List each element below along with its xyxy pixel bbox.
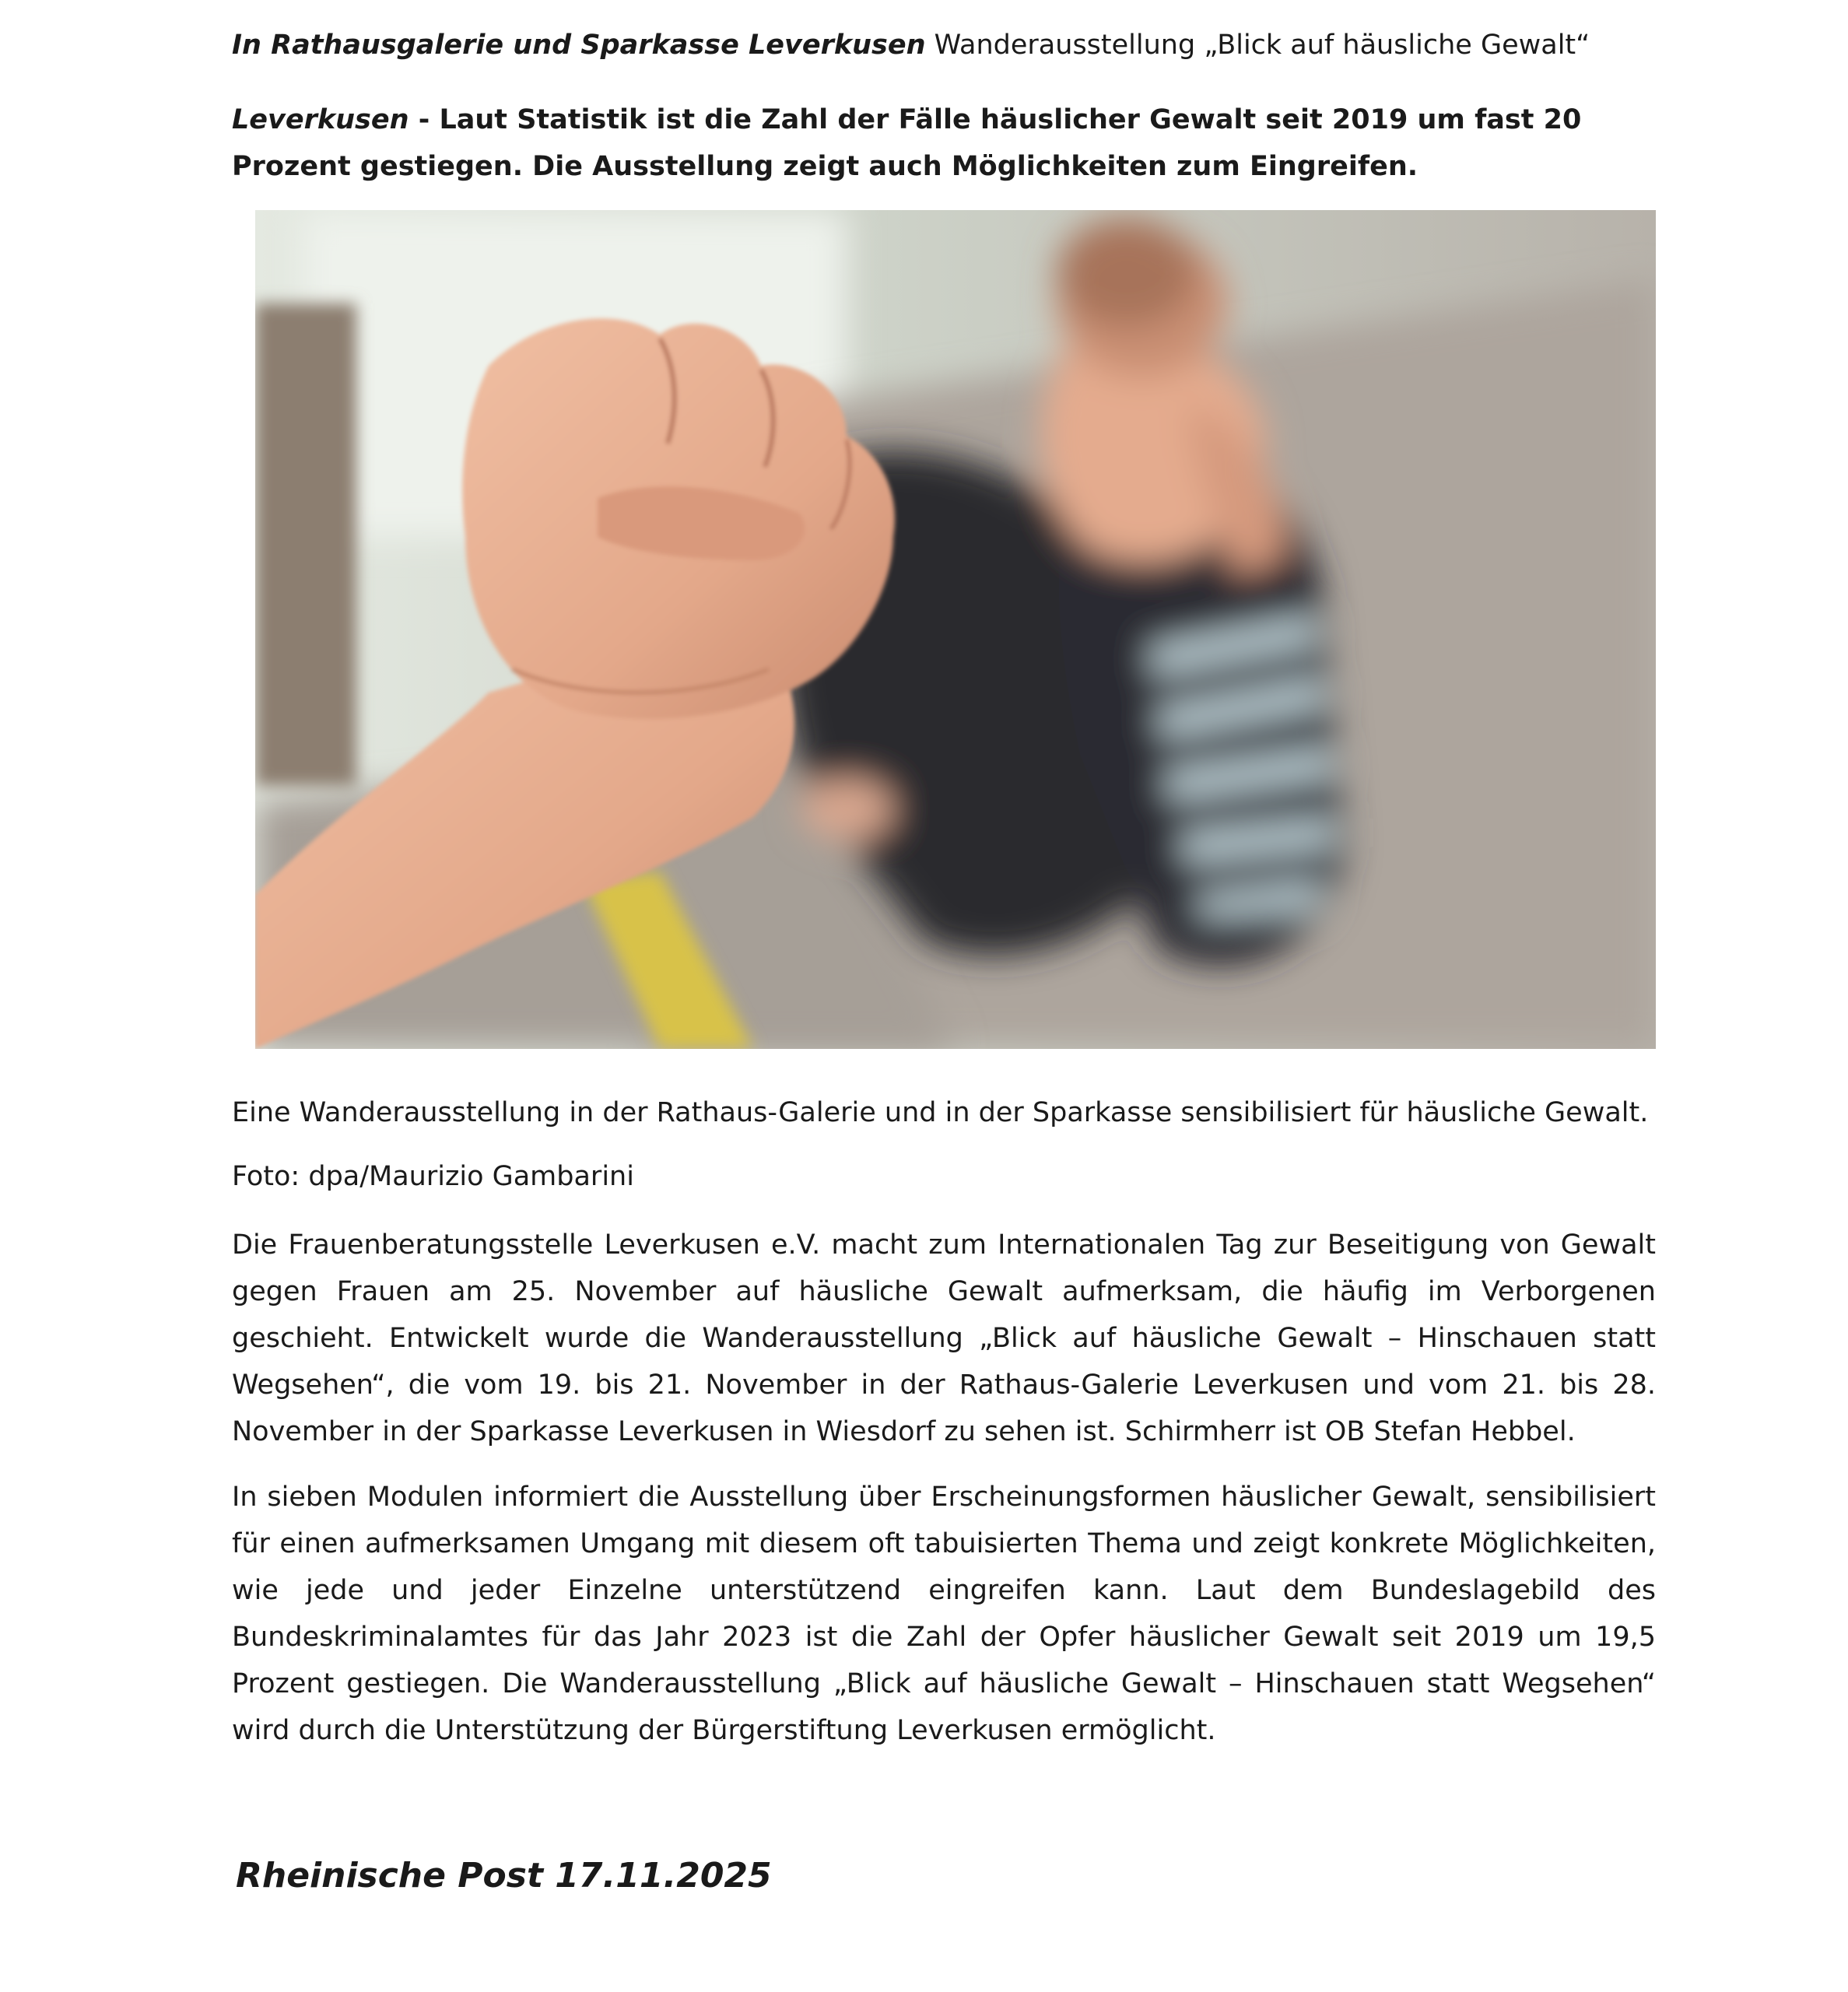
lead-text: Laut Statistik ist die Zahl der Fälle häuslicher Gewalt seit 2019 um fast 20 Prozent gestiegen. Die Ausstellung zeigt auch Möglichkeiten zum Eingreifen. <box>232 104 1582 182</box>
headline-line <box>232 23 1656 67</box>
photo-credit: Foto: dpa/Maurizio Gambarini <box>232 1161 634 1192</box>
headline: Wanderausstellung „Blick auf häusliche Gewalt“ <box>934 30 1590 61</box>
article-photo <box>255 210 1656 1049</box>
photo-caption: Eine Wanderausstellung in der Rathaus-Galerie und in der Sparkasse sensibilisiert für häusliche Gewalt. <box>232 1097 1649 1128</box>
body-paragraph: Die Frauenberatungsstelle Leverkusen e.V. macht zum Internationalen Tag zur Beseitigung von Gewalt gegen Frauen am 25. November auf häusliche Gewalt aufmerksam, die häufig im Verborgenen geschieht. Entwickelt wurde die Wanderausstellung „Blick auf häusliche Gewalt – Hinschauen statt Wegsehen“, die vom 19. bis 21. November in der Rathaus-Galerie Leverkusen und vom 21. bis 28. November in der Sparkasse Leverkusen in Wiesdorf zu sehen ist. Schirmherr ist OB Stefan Hebbel. <box>232 1229 1656 1447</box>
body-paragraph: In sieben Modulen informiert die Ausstellung über Erscheinungsformen häuslicher Gewalt, sensibilisiert für einen aufmerksamen Umgang mit diesem oft tabuisierten Thema und zeigt konkrete Möglichkeiten, wie jede und jeder Einzelne unterstützend eingreifen kann. Laut dem Bundeslagebild des Bundeskriminalamtes für das Jahr 2023 ist die Zahl der Opfer häuslicher Gewalt seit 2019 um 19,5 Prozent gestiegen. Die Wanderausstellung „Blick auf häusliche Gewalt – Hinschauen statt Wegsehen“ wird durch die Unterstützung der Bürgerstiftung Leverkusen ermöglicht. <box>232 1482 1656 1746</box>
lead-paragraph <box>232 96 1656 190</box>
photo-fist-and-crouching-figure-icon <box>255 210 1656 1049</box>
source-line: Rheinische Post 17.11.2025 <box>236 1856 772 1896</box>
lead-separator: - <box>409 104 440 135</box>
photo-door-frame <box>255 303 356 786</box>
lead-place: Leverkusen <box>232 104 409 135</box>
kicker: In Rathausgalerie und Sparkasse Leverkusen <box>232 30 926 61</box>
article-body <box>232 1089 1656 1773</box>
article <box>232 23 1656 1896</box>
